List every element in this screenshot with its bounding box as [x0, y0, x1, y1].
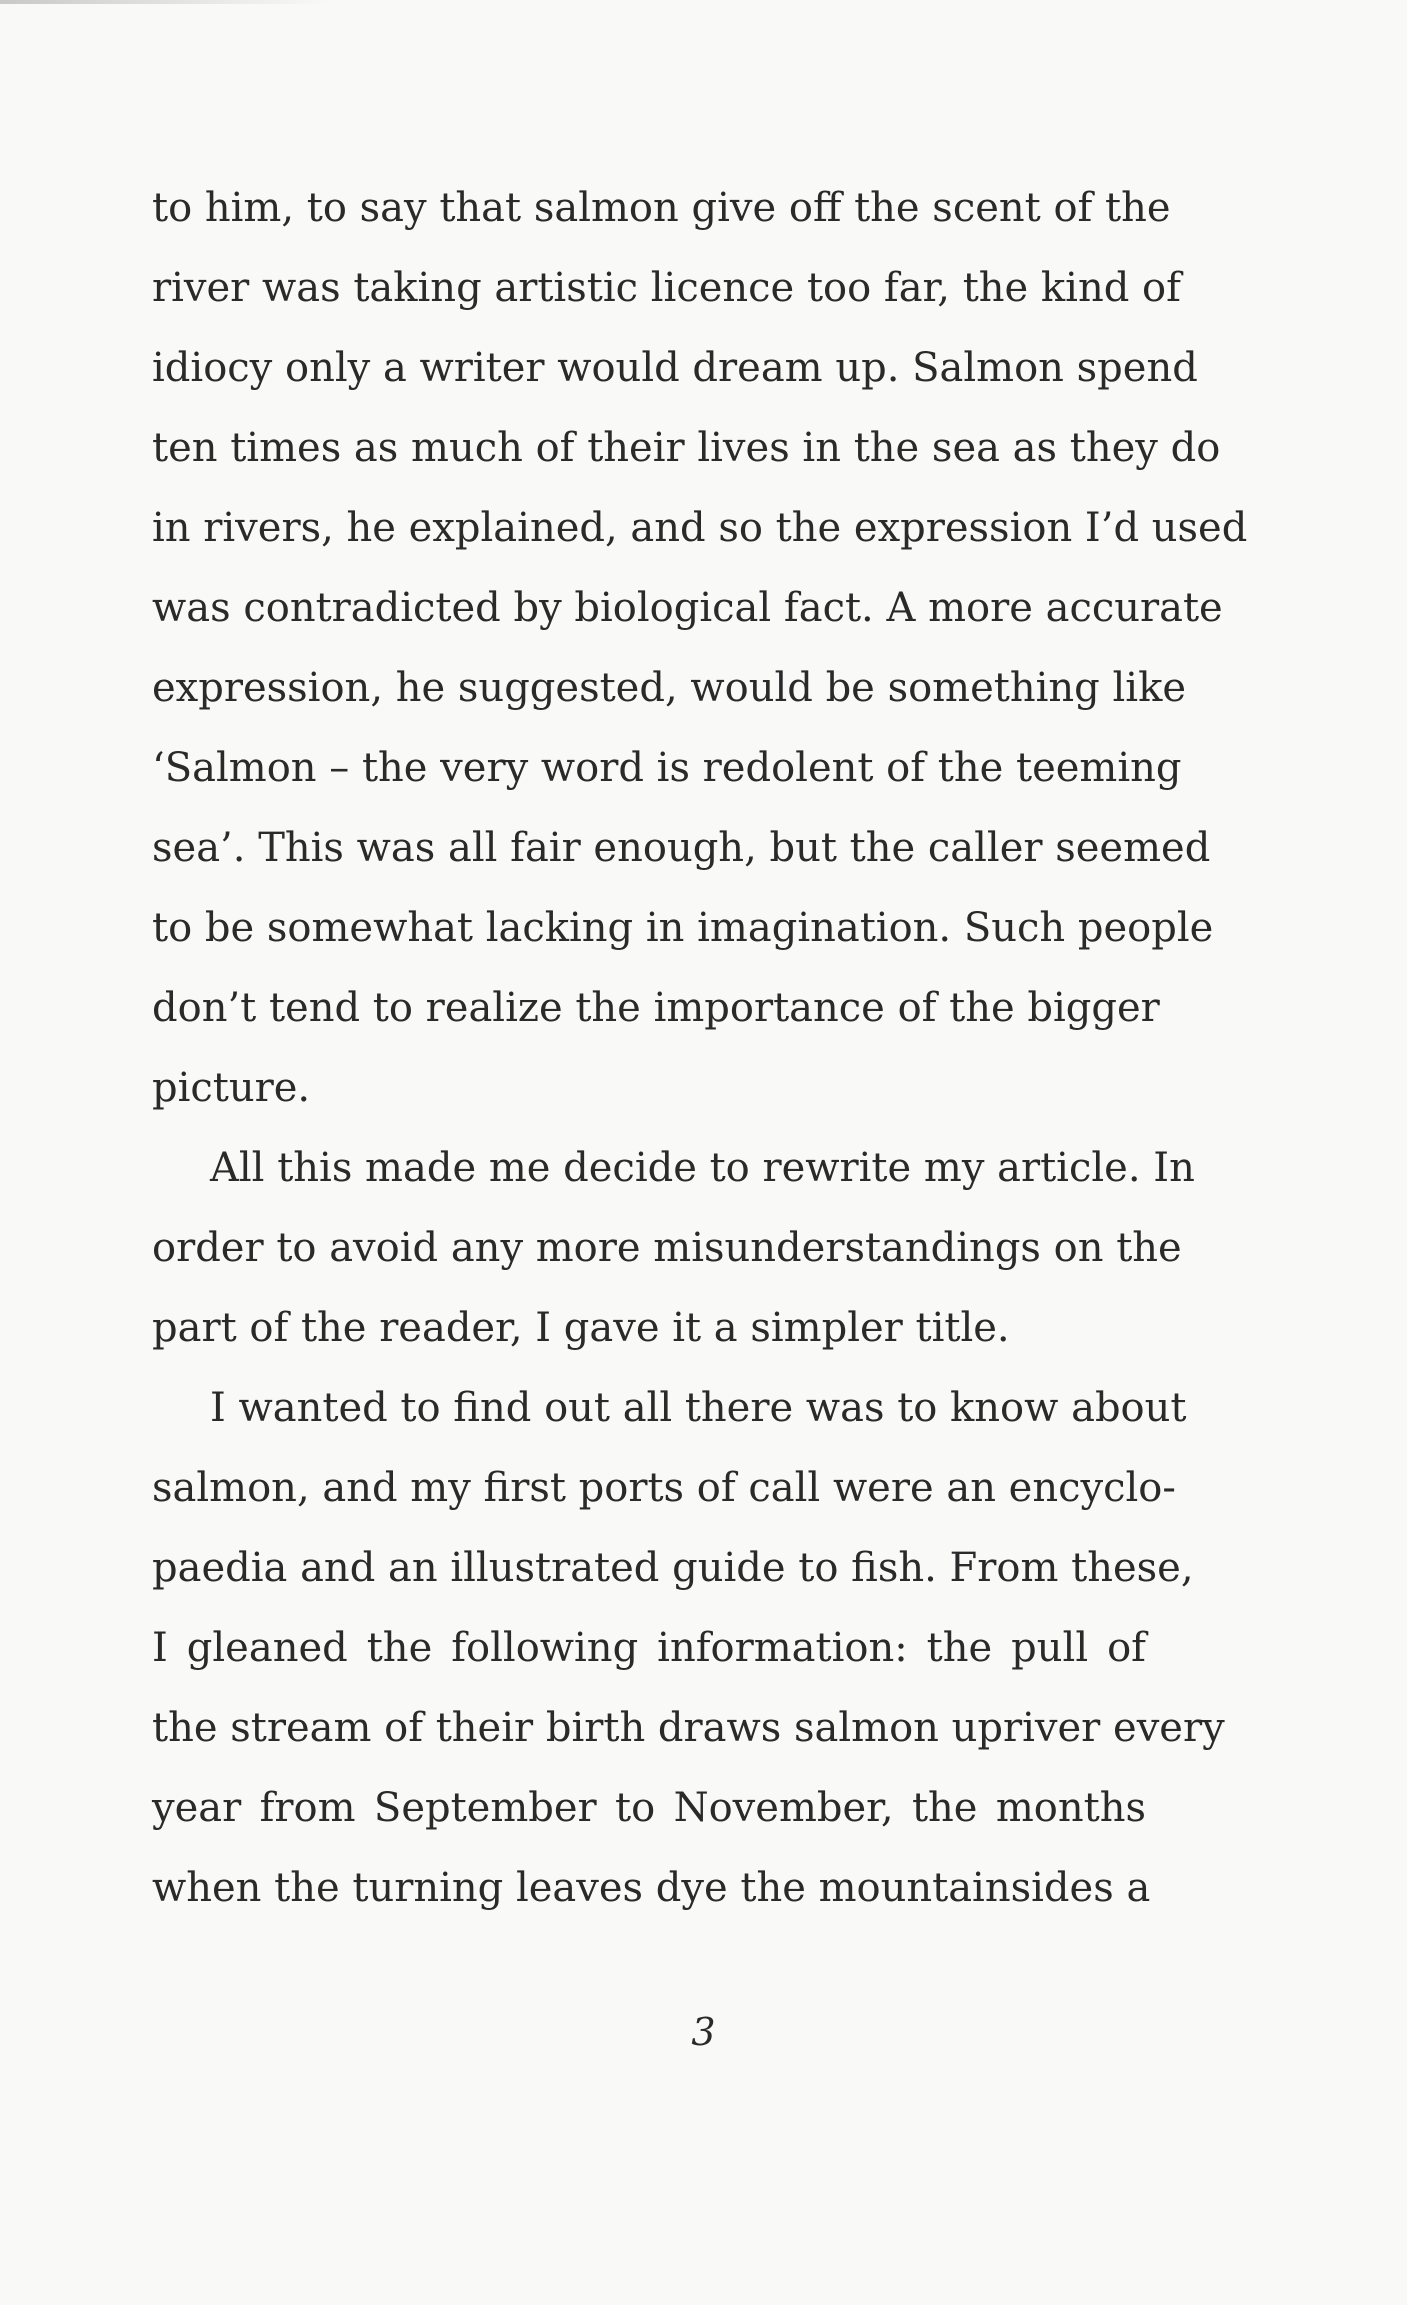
text-line: ten times as much of their lives in the sea as they do: [152, 425, 1221, 471]
page-number: 3: [691, 2010, 716, 2054]
text-line: year from September to November, the months: [152, 1785, 1146, 1831]
text-line: the stream of their birth draws salmon upriver every: [152, 1705, 1225, 1751]
text-line: I gleaned the following information: the pull of: [152, 1625, 1146, 1671]
paragraph-start-line: All this made me decide to rewrite my article. In: [210, 1145, 1195, 1191]
text-line: paedia and an illustrated guide to fish. From these,: [152, 1545, 1194, 1591]
text-line: idiocy only a writer would dream up. Salmon spend: [152, 345, 1198, 391]
text-line: river was taking artistic licence too far, the kind of: [152, 265, 1181, 311]
text-line: don’t tend to realize the importance of the bigger: [152, 985, 1160, 1031]
text-line: sea’. This was all fair enough, but the caller seemed: [152, 825, 1211, 871]
body-text: [152, 168, 1248, 1928]
text-line: to him, to say that salmon give off the scent of the: [152, 185, 1171, 231]
text-line: was contradicted by biological fact. A more accurate: [152, 585, 1223, 631]
text-line: picture.: [152, 1065, 311, 1111]
paragraph-start-line: I wanted to find out all there was to know about: [210, 1385, 1187, 1431]
text-line: part of the reader, I gave it a simpler title.: [152, 1305, 1010, 1351]
text-line: in rivers, he explained, and so the expression I’d used: [152, 505, 1248, 551]
text-line: when the turning leaves dye the mountainsides a: [152, 1865, 1151, 1911]
text-line: salmon, and my first ports of call were an encyclo-: [152, 1465, 1176, 1511]
text-line: expression, he suggested, would be something like: [152, 665, 1186, 711]
text-line: to be somewhat lacking in imagination. Such people: [152, 905, 1214, 951]
text-line: order to avoid any more misunderstandings on the: [152, 1225, 1182, 1271]
scan-edge: [0, 0, 330, 4]
text-line: ‘Salmon – the very word is redolent of the teeming: [152, 745, 1182, 791]
